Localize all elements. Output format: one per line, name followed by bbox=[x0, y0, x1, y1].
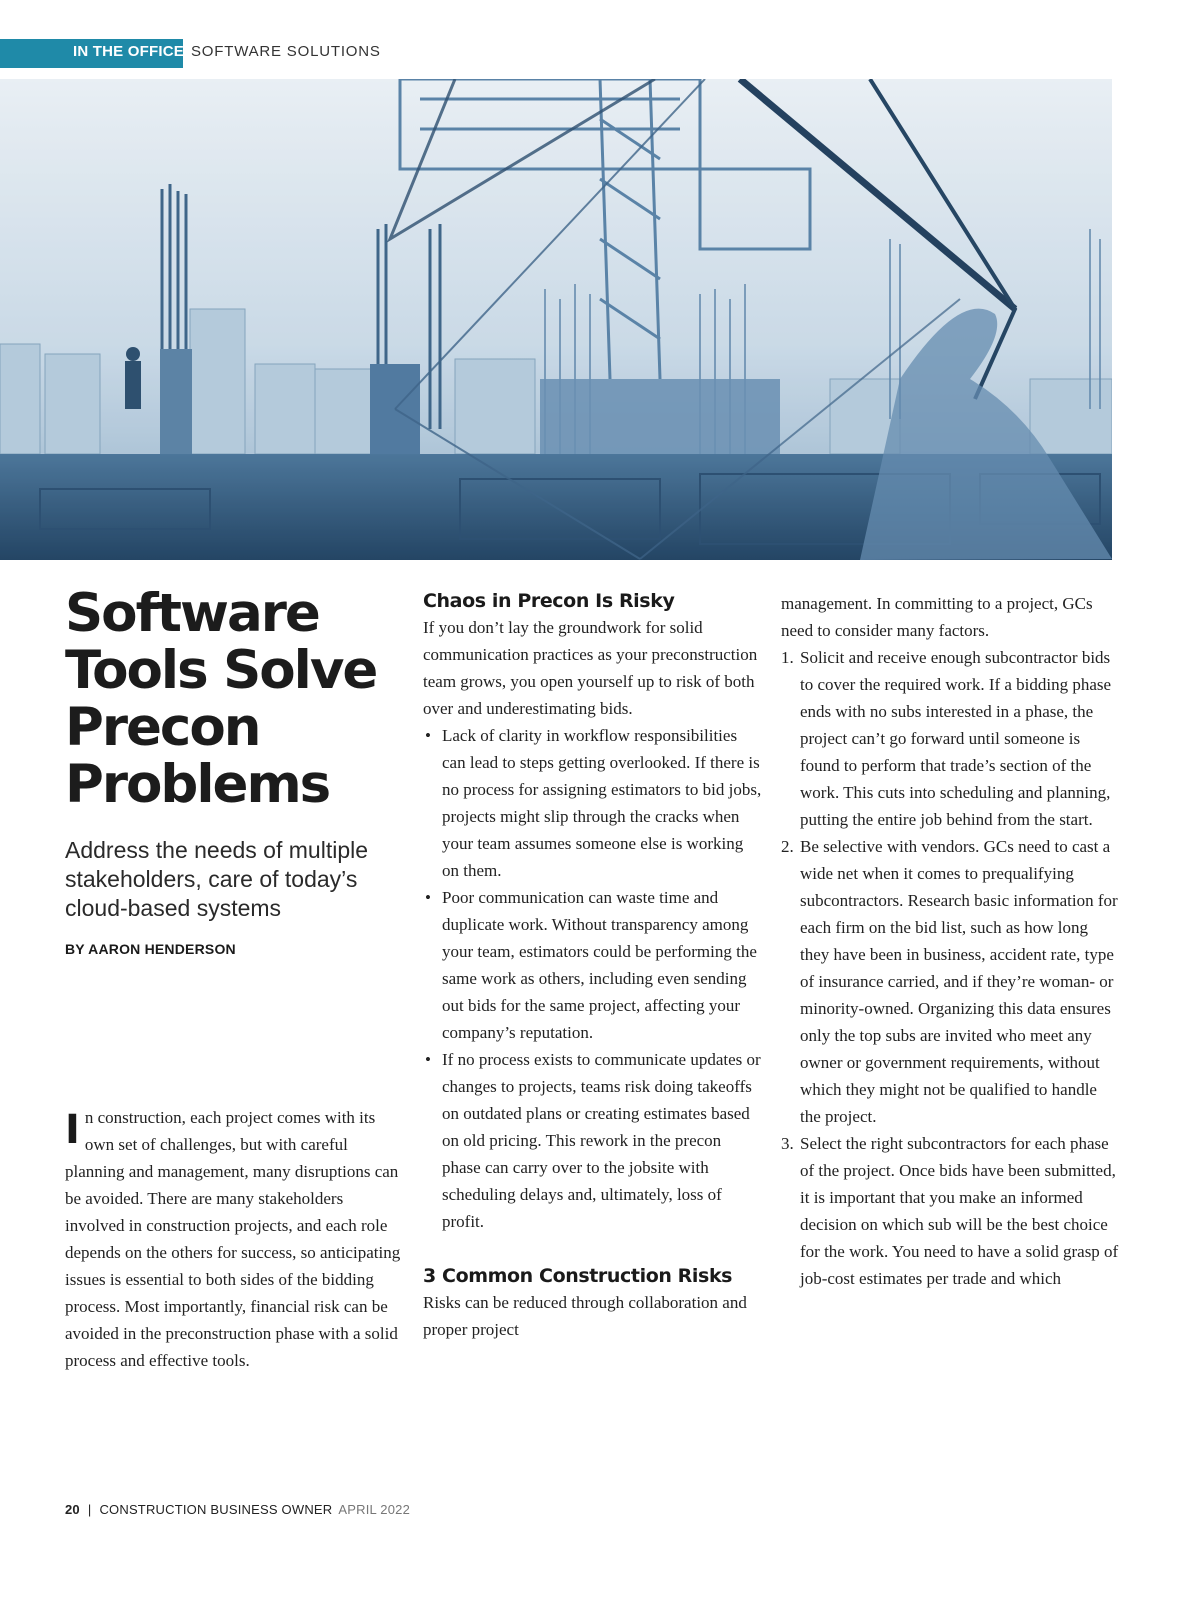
numbered-item bbox=[781, 1130, 1121, 1292]
construction-tablet-illustration bbox=[0, 79, 1112, 560]
section-paragraph-risks-b: management. In committing to a project, GCs need to consider many factors. bbox=[781, 594, 1093, 640]
item-number: 3. bbox=[781, 1134, 794, 1153]
intro-paragraph bbox=[65, 1104, 405, 1374]
byline: BY AARON HENDERSON bbox=[65, 941, 236, 957]
bullet-item: • If no process exists to communicate updates or changes to projects, teams risk doing takeoffs on outdated plans or creating estimates based on old pricing. This rework in the precon phase can carry over to the jobsite with scheduling delays and, ultimately, loss of profit. bbox=[423, 1046, 763, 1235]
right-column bbox=[781, 590, 1121, 1292]
bullet-item: • Poor communication can waste time and duplicate work. Without transparency among your team, estimators could be performing the same work as others, including even sending out bids for the same project, affecting your company’s reputation. bbox=[423, 884, 763, 1046]
article-title: Software Tools Solve Precon Problems bbox=[65, 583, 377, 815]
risk-bullet-list bbox=[423, 722, 763, 1235]
page-number: 20 bbox=[65, 1502, 80, 1517]
item-text: Be selective with vendors. GCs need to cast a wide net when it comes to prequalifying subcontractors. Research basic information for each firm on the bid list, such as how long they have been in business, accident rate, type of insurance carried, and if they’re woman- or minority-owned. Organizing this data ensures only the top subs are invited who meet any owner or government requirements, without which they might not be qualified to handle the project. bbox=[800, 837, 1118, 1126]
bullet-item: • Lack of clarity in workflow responsibilities can lead to steps getting overlooked. If there is no process for assigning estimators to bid jobs, projects might slip through the cracks when your team assumes someone else is working on them. bbox=[423, 722, 763, 884]
drop-cap: I bbox=[65, 1107, 80, 1153]
intro-column bbox=[65, 1104, 405, 1374]
section-paragraph-risks-a: Risks can be reduced through collaboration and proper project bbox=[423, 1293, 747, 1339]
issue-date: APRIL 2022 bbox=[338, 1502, 410, 1517]
middle-column bbox=[423, 588, 763, 1343]
item-text: Solicit and receive enough subcontractor bids to cover the required work. If a bidding phase ends with no subs interested in a phase, the project can’t go forward until someone is found to perform that trade’s section of the work. This cuts into scheduling and planning, putting the entire job behind from the start. bbox=[800, 648, 1112, 829]
article-subtitle: Address the needs of multiple stakeholders, care of today’s cloud-based systems bbox=[65, 837, 369, 921]
item-number: 1. bbox=[781, 648, 794, 667]
risk-numbered-list bbox=[781, 644, 1121, 1292]
item-text: Select the right subcontractors for each phase of the project. Once bids have been submitted, it is important that you make an informed decision on which sub will be the best choice for the work. You need to have a solid grasp of job-cost estimates per trade and which bbox=[800, 1134, 1119, 1288]
section-paragraph-chaos: If you don’t lay the groundwork for solid communication practices as your preconstruction team grows, you open yourself up to risk of both over and underestimating bids. bbox=[423, 618, 758, 718]
publication-name: CONSTRUCTION BUSINESS OWNER bbox=[99, 1502, 333, 1517]
section-heading-chaos: Chaos in Precon Is Risky bbox=[423, 590, 675, 612]
page-footer bbox=[65, 1502, 410, 1517]
intro-text: n construction, each project comes with its own set of challenges, but with careful planning and management, many disruptions can be avoided. There are many stakeholders involved in construction projects, and each role depends on the others for success, so anticipating issues is essential to both sides of the bidding process. Most importantly, financial risk can be avoided in the preconstruction phase with a solid process and effective tools. bbox=[65, 1108, 401, 1370]
section-label: IN THE OFFICE bbox=[73, 43, 184, 60]
hero-image bbox=[0, 79, 1112, 560]
numbered-item bbox=[781, 833, 1121, 1130]
numbered-item bbox=[781, 644, 1121, 833]
footer-separator: | bbox=[87, 1502, 92, 1517]
topic-label: SOFTWARE SOLUTIONS bbox=[191, 43, 381, 60]
section-heading-risks: 3 Common Construction Risks bbox=[423, 1265, 733, 1287]
item-number: 2. bbox=[781, 837, 794, 856]
